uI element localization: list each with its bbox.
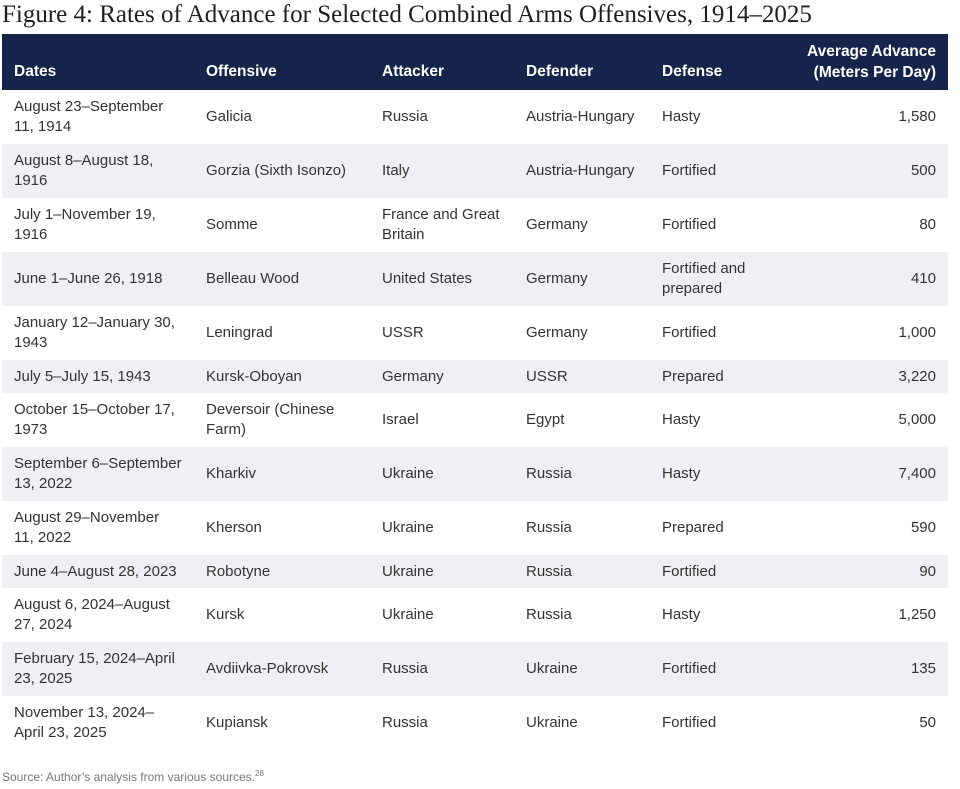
cell-advance: 5,000: [898, 411, 936, 428]
cell-attacker: Ukraine: [382, 465, 434, 482]
cell-defender: Ukraine: [526, 714, 578, 731]
cell-advance: 410: [910, 270, 936, 287]
cell-advance: 3,220: [898, 367, 936, 385]
table-row: [2, 306, 948, 360]
cell-attacker: Russia: [382, 714, 428, 731]
cell-advance: 500: [910, 162, 936, 179]
table-row: [2, 588, 948, 642]
cell-attacker: United States: [382, 270, 473, 287]
cell-defense: Prepared: [662, 519, 724, 536]
header-offensive: Offensive: [206, 63, 277, 80]
table-header-row: [2, 34, 948, 90]
table-row: [2, 144, 948, 198]
header-advance-line1: Average Advance: [807, 43, 936, 60]
cell-defense: Hasty: [662, 411, 701, 428]
source-note: [2, 769, 264, 784]
cell-defense: Hasty: [662, 465, 701, 482]
cell-defender: Germany: [526, 270, 588, 287]
cell-advance: 1,580: [898, 108, 936, 125]
cell-offensive: Gorzia (Sixth Isonzo): [206, 162, 347, 179]
cell-offensive: Deversoir (Chinese Farm): [206, 401, 335, 438]
cell-defense: Fortified: [662, 562, 717, 580]
table-row: [2, 555, 948, 588]
cell-advance: 7,400: [898, 465, 936, 482]
table-row: [2, 501, 948, 555]
cell-dates: June 4–August 28, 2023: [14, 562, 177, 580]
table-row: [2, 393, 948, 447]
cell-dates: July 1–November 19, 1916: [14, 206, 156, 243]
cell-dates: June 1–June 26, 1918: [14, 270, 163, 287]
cell-offensive: Avdiivka-Pokrovsk: [206, 660, 329, 677]
cell-dates: September 6–September 13, 2022: [14, 455, 182, 492]
cell-advance: 135: [910, 660, 936, 677]
cell-attacker: Ukraine: [382, 606, 434, 623]
cell-defender: Ukraine: [526, 660, 578, 677]
cell-offensive: Robotyne: [206, 562, 271, 580]
cell-offensive: Somme: [206, 216, 258, 233]
header-average-advance: [790, 34, 948, 90]
cell-defender: USSR: [526, 367, 568, 385]
cell-advance: 1,000: [898, 324, 936, 341]
cell-offensive: Kursk-Oboyan: [206, 367, 302, 385]
cell-dates: August 23–September 11, 1914: [14, 98, 164, 135]
cell-offensive: Kherson: [206, 519, 262, 536]
cell-defender: Egypt: [526, 411, 565, 428]
cell-dates: January 12–January 30, 1943: [14, 314, 175, 351]
cell-dates: August 6, 2024–August 27, 2024: [14, 596, 170, 633]
footnote-marker: 28: [255, 769, 264, 778]
header-defender: Defender: [526, 63, 594, 80]
cell-offensive: Kursk: [206, 606, 245, 623]
cell-attacker: Ukraine: [382, 562, 434, 580]
table-row: [2, 90, 948, 144]
cell-attacker: Russia: [382, 108, 428, 125]
offensives-table: [2, 34, 948, 750]
cell-attacker: Germany: [382, 367, 444, 385]
cell-defense: Fortified and prepared: [662, 260, 746, 297]
cell-defender: Austria-Hungary: [526, 162, 635, 179]
table-row: [2, 642, 948, 696]
cell-dates: November 13, 2024–April 23, 2025: [14, 704, 155, 741]
cell-attacker: USSR: [382, 324, 424, 341]
table-row: [2, 360, 948, 393]
cell-defense: Fortified: [662, 714, 717, 731]
cell-offensive: Leningrad: [206, 324, 273, 341]
header-advance-line2: (Meters Per Day): [813, 64, 936, 81]
source-text: Source: Author’s analysis from various sources.: [2, 770, 256, 784]
cell-defense: Fortified: [662, 324, 717, 341]
cell-advance: 80: [919, 216, 936, 233]
cell-dates: February 15, 2024–April 23, 2025: [14, 650, 175, 687]
cell-defender: Russia: [526, 562, 572, 580]
cell-attacker: Israel: [382, 411, 419, 428]
cell-offensive: Kharkiv: [206, 465, 257, 482]
cell-defender: Russia: [526, 606, 572, 623]
cell-offensive: Belleau Wood: [206, 270, 300, 287]
cell-defense: Prepared: [662, 367, 724, 385]
cell-defense: Hasty: [662, 108, 701, 125]
cell-advance: 590: [910, 519, 936, 536]
cell-advance: 50: [919, 714, 936, 731]
figure-title: Figure 4: Rates of Advance for Selected Combined Arms Offensives, 1914–2025: [2, 1, 812, 28]
cell-defense: Fortified: [662, 216, 717, 233]
cell-dates: August 8–August 18, 1916: [14, 152, 154, 189]
table-row: [2, 252, 948, 306]
cell-dates: October 15–October 17, 1973: [14, 401, 175, 438]
cell-defender: Austria-Hungary: [526, 108, 635, 125]
cell-offensive: Kupiansk: [206, 714, 268, 731]
cell-defender: Russia: [526, 465, 572, 482]
cell-defense: Fortified: [662, 162, 717, 179]
table-row: [2, 696, 948, 750]
cell-dates: July 5–July 15, 1943: [14, 367, 151, 385]
cell-offensive: Galicia: [206, 108, 252, 125]
cell-attacker: France and Great Britain: [382, 206, 500, 243]
header-attacker: Attacker: [382, 63, 445, 80]
header-defense: Defense: [662, 63, 723, 80]
cell-attacker: Italy: [382, 162, 410, 179]
cell-defense: Hasty: [662, 606, 701, 623]
table-row: [2, 447, 948, 501]
table-row: [2, 198, 948, 252]
cell-attacker: Russia: [382, 660, 428, 677]
cell-advance: 1,250: [898, 606, 936, 623]
cell-defender: Russia: [526, 519, 572, 536]
table-body: [2, 90, 948, 750]
cell-dates: August 29–November 11, 2022: [14, 509, 160, 546]
cell-advance: 90: [919, 562, 936, 580]
cell-defender: Germany: [526, 324, 588, 341]
cell-defender: Germany: [526, 216, 588, 233]
cell-attacker: Ukraine: [382, 519, 434, 536]
cell-defense: Fortified: [662, 660, 717, 677]
header-dates: Dates: [14, 63, 57, 80]
